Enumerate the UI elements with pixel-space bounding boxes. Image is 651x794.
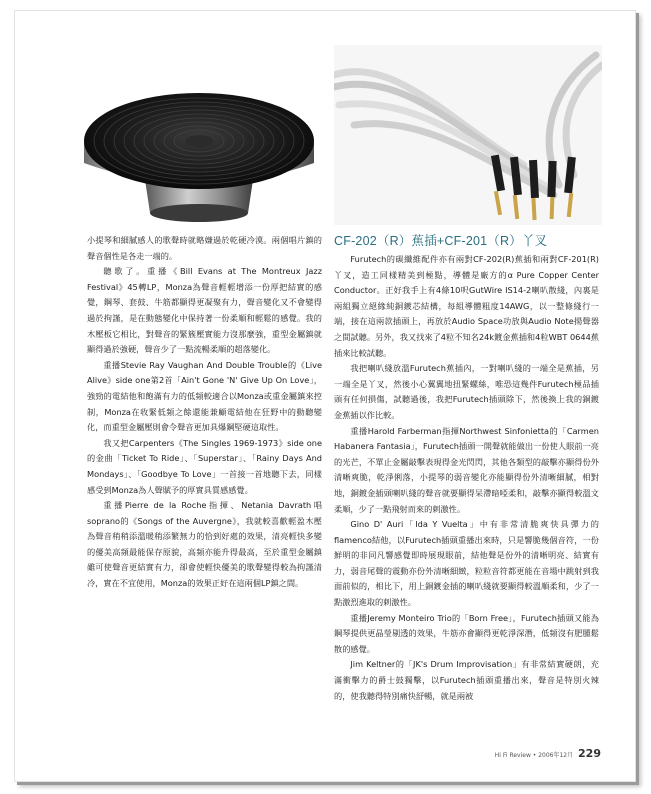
section-heading: CF-202（R）蕉插+CF-201（R）丫叉 [334,234,548,248]
speaker-cable-image [334,45,602,225]
page-footer [495,747,601,760]
paragraph: 我把喇叭綫放溫Furutech蕉插內，一對喇叭綫的一端全是蕉插，另一端全是丫叉，然後小心翼翼地扭緊螺絲，唯恐這幾件Furutech極品插頭有任何損傷，試聽過後，我把Furutech插頭除下，然後換上我的銅鍍金蕉插以作比較。 [334,363,599,420]
paragraph: Gino D' Auri「Ida Y Vuelta」中有非常清脆爽快具彈力的flamenco結他，以Furutech插頭重播出來時，只是響脆幾個音符，一份鮮明的非同凡響感覺即時展現眼前，結他聲是份外的清晰明亮、結實有力，弱音尾聲的震動亦份外清晰細緻，粒粒音符都更能在音場中跳射到我面前似的，相比下，用上銅鍍金插的喇叭綫就要顯得較溫順柔和，少了一點激烈進取的刺激性。 [334,519,599,608]
paragraph: 重播Harold Farberman指揮Northwest Sinfonietta的「Carmen Habanera Fantasia」，Furutech插頭一開聲就能做出一份使人眼前一亮的光芒，不單止金屬敲擊表現得金光閃閃，其他各類型的敲擊亦顯得份外清晰爽脆，乾淨俐落，小提琴的弱音變化亦能顯得份外清晰細膩，相對地，銅鍍金插頭喇叭綫的聲音就要顯得呆滯暗啞柔和，敲擊亦顯得較溫文柔順，少了一點飛射而來的刺激性。 [334,425,599,514]
paragraph: 重播Stevie Ray Vaughan And Double Trouble的《Live Alive》side one第2首「Ain't Gone 'N' Give Up On Love」，強勁的電結他和飽滿有力的低頻較適合以Monza或重金屬鎮來控制，Monza在收緊低頻之餘還能兼顧電結他在狂野中的動聽變化，而重型金屬壓則會令聲音更加具爆鋼堅硬這取性。 [87,359,322,433]
paragraph: 重播Jeremy Monteiro Trio的「Born Free」，Furutech插頭又能為鋼琴提供更晶瑩剔透的效果，牛筋亦會顯得更乾淨深潛，低頻沒有肥腫鬆散的感覺。 [334,612,599,654]
magazine-issue-label: Hi Fi Review • 2006年12月 [494,752,574,759]
paragraph: 小提琴和細膩感人的歌聲時就略嫌過於乾硬冷漠。兩個唱片鎮的聲音個性是各走一端的。 [87,235,322,261]
right-article-column [334,233,599,704]
paragraph: 我又把Carpenters《The Singles 1969-1973》side one的金曲「Ticket To Ride」、「Superstar」、「Rainy Days And Mondays」、「Goodbye To Love」一首接一首地聽下去，同樣感受到Monza為人聲賦予的厚實具質感感覺。 [87,437,322,495]
paragraph: 重播Pierre de la Roche指揮、Netania Davrath唱soprano的《Songs of the Auvergne》，我就較喜歡輕盈木壓為聲音稍稍添溫暖稍添繁無力的恰到好處的效果，清亮輕快多變的優美高頻最能保存原貌，高頻亦能升得最高，至於重型金屬鎮雖可使聲音更結實有力，卻會使輕快優美的歌聲變得較為拘謹清冷，實在不宜使用，Monza的效果正好在這兩個LP鎮之間。 [87,500,322,589]
paragraph: Jim Keltner的「JK's Drum Improvisation」有非常結實硬朗，充滿衝擊力的爵士鼓獨擊，以Furutech插頭重播出來，聲音是特別火辣的，使我聽得特別痛快舒暢，就是兩被 [334,659,599,701]
page-number: 229 [578,747,601,760]
paragraph: Furutech的碳纖維配件亦有兩對CF-202(R)蕉插和兩對CF-201(R)丫叉，造工同樣精美到極點，導體是廠方的α Pure Copper Center Conductor。正好我手上有4條10呎GutWire IS14-2喇叭散綫，內裏是兩組獨立絕緣純銅鍍芯結構，每組導體粗度14AWG，以一整條綫行一端，接在這兩款插頭上，再放於Audio Space功放與Audio Note揚聲器之間試聽。另外，我又找來了4粒不知名24k鍍金蕉插和4粒WBT 0644蕉插來比較試聽。 [334,254,599,358]
speaker-cable-photo [334,45,602,225]
record-clamp-image [66,45,332,230]
paragraph: 聽歌了。重播《Bill Evans at The Montreux Jazz Festival》45轉LP，Monza為聲音輕輕增添一份厚把結實的感覺，鋼琴、套鼓、牛筋都顯得更凝聚有力，聲音變化又不會變得過於拘謹，是在動態變化中保持著一份柔順和輕鬆的感覺。我的木壓板它相比，對聲音的緊簇壓實能力沒那麼強，重型金屬鎮就顯得過於強硬，聲音少了一點流暢柔順的超落變化。 [87,266,322,355]
left-article-column [87,233,322,592]
record-clamp-photo [66,45,332,230]
